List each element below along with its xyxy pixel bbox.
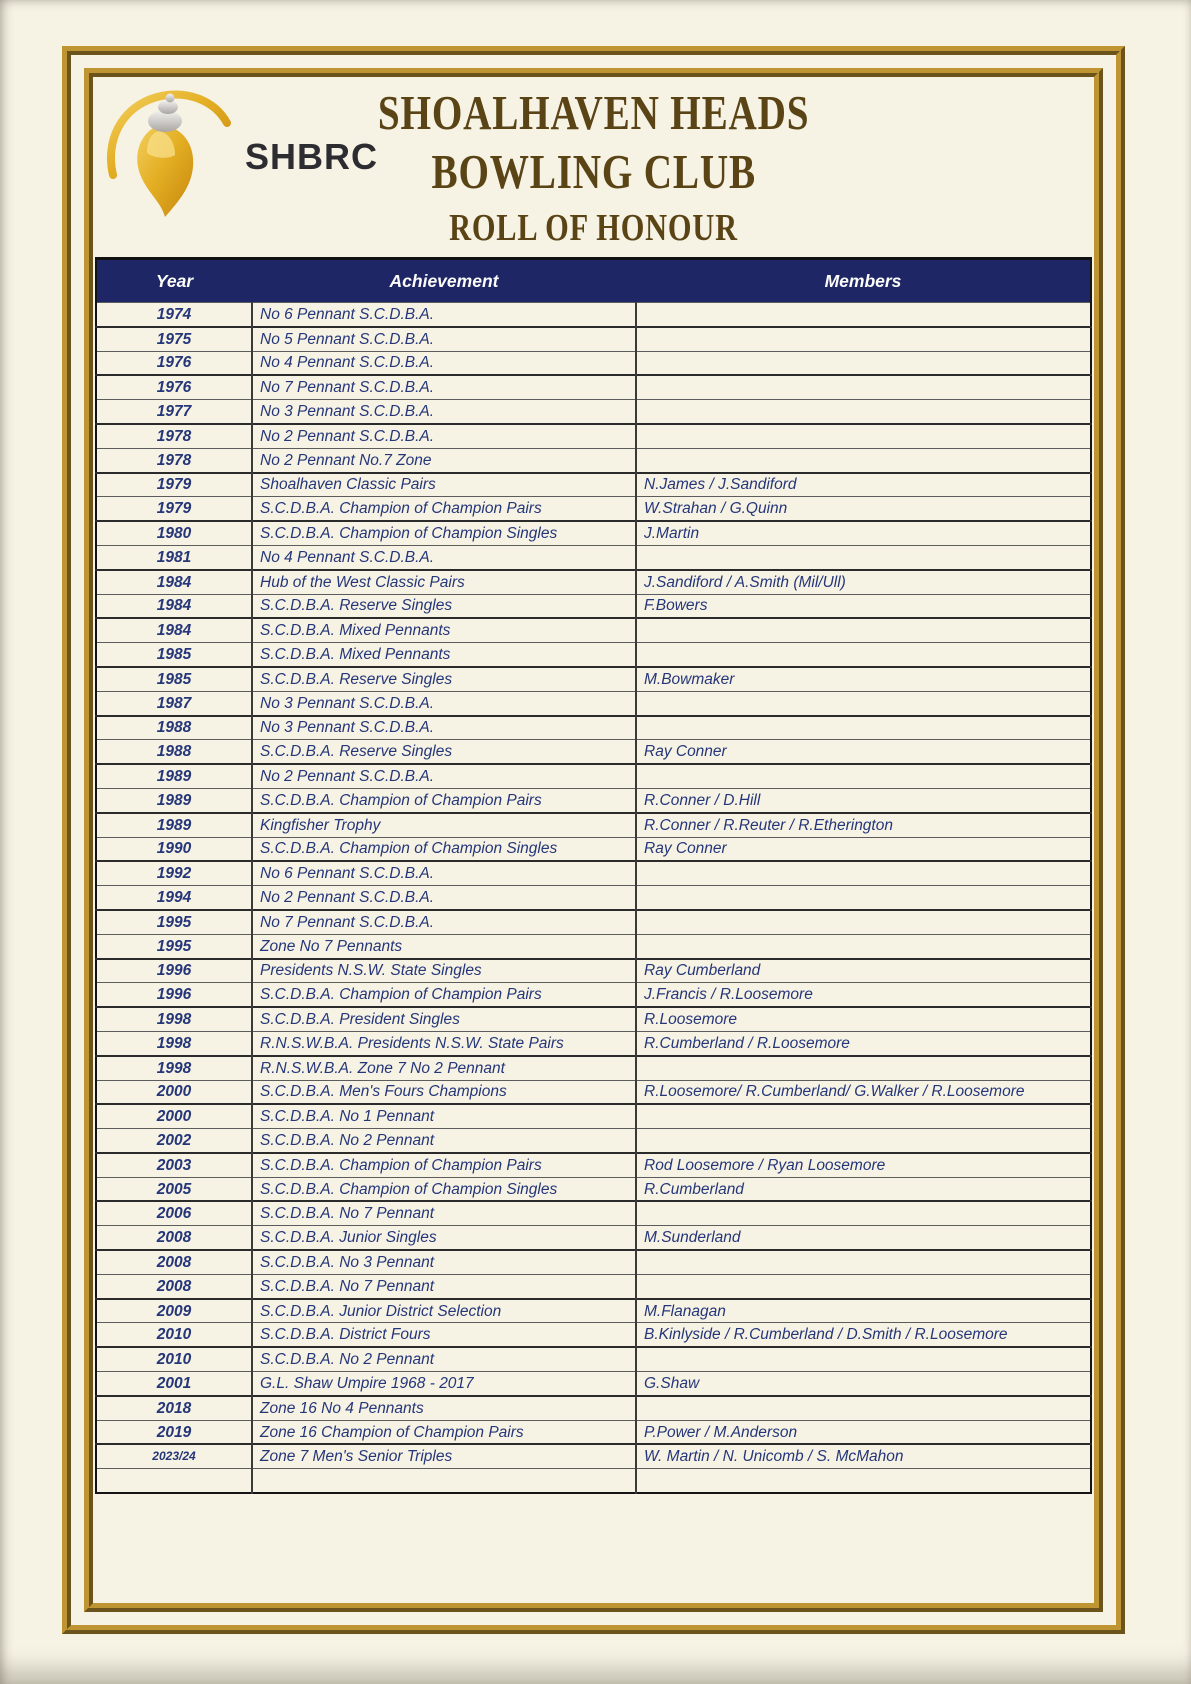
gold-frame-outer xyxy=(62,46,1125,1634)
cell-members xyxy=(636,375,1091,399)
table-row xyxy=(96,327,1091,351)
cell-year xyxy=(96,1469,252,1493)
cell-year: 2001 xyxy=(156,1374,192,1392)
cell-members: M.Sunderland xyxy=(636,1226,1091,1250)
cell-achievement: S.C.D.B.A. Champion of Champion Singles xyxy=(252,521,636,545)
cell-year: 2008 xyxy=(156,1253,192,1271)
table-row xyxy=(96,1080,1091,1104)
cell-achievement: No 3 Pennant S.C.D.B.A. xyxy=(252,716,636,740)
cell-year: 1998 xyxy=(156,1034,192,1052)
cell-achievement: S.C.D.B.A. Reserve Singles xyxy=(252,740,636,764)
table-row xyxy=(96,570,1091,594)
cell-members: N.James / J.Sandiford xyxy=(636,473,1091,497)
cell-members xyxy=(636,910,1091,934)
cell-achievement: S.C.D.B.A. Mixed Pennants xyxy=(252,643,636,667)
cell-achievement: No 2 Pennant No.7 Zone xyxy=(252,448,636,472)
cell-achievement: No 7 Pennant S.C.D.B.A. xyxy=(252,375,636,399)
cell-achievement: S.C.D.B.A. No 7 Pennant xyxy=(252,1274,636,1298)
cell-achievement: S.C.D.B.A. President Singles xyxy=(252,1007,636,1031)
table-row xyxy=(96,667,1091,691)
table-row xyxy=(96,1201,1091,1225)
table-row xyxy=(96,424,1091,448)
table-row xyxy=(96,813,1091,837)
cell-members xyxy=(636,303,1091,327)
cell-achievement: S.C.D.B.A. Mixed Pennants xyxy=(252,618,636,642)
cell-members: M.Flanagan xyxy=(636,1299,1091,1323)
cell-members: R.Conner / R.Reuter / R.Etherington xyxy=(636,813,1091,837)
cell-members: M.Bowmaker xyxy=(636,667,1091,691)
cell-year: 2003 xyxy=(156,1156,192,1174)
cell-members: Ray Conner xyxy=(636,740,1091,764)
column-header-members: Members xyxy=(636,259,1091,303)
cell-year: 1989 xyxy=(156,768,192,786)
cell-members: R.Conner / D.Hill xyxy=(636,788,1091,812)
table-row xyxy=(96,1031,1091,1055)
cell-members xyxy=(636,691,1091,715)
cell-members xyxy=(636,1396,1091,1420)
cell-year: 2023/24 xyxy=(152,1449,196,1464)
cell-year: 1998 xyxy=(156,1011,192,1028)
cell-achievement: No 2 Pennant S.C.D.B.A. xyxy=(252,764,636,788)
table-row xyxy=(96,1323,1091,1347)
cell-year: 2005 xyxy=(156,1180,192,1198)
table-row xyxy=(96,351,1091,375)
cell-achievement: No 6 Pennant S.C.D.B.A. xyxy=(252,303,636,327)
table-row xyxy=(96,1347,1091,1371)
cell-members: J.Francis / R.Loosemore xyxy=(636,983,1091,1007)
cell-achievement: No 2 Pennant S.C.D.B.A. xyxy=(252,424,636,448)
cell-members xyxy=(636,448,1091,472)
cell-members: J.Martin xyxy=(636,521,1091,545)
cell-achievement: Zone No 7 Pennants xyxy=(252,934,636,958)
cell-members: W. Martin / N. Unicomb / S. McMahon xyxy=(636,1444,1091,1468)
cell-achievement: S.C.D.B.A. Champion of Champion Singles xyxy=(252,837,636,861)
table-row xyxy=(96,400,1091,424)
cell-year: 1978 xyxy=(156,427,192,445)
table-row xyxy=(96,716,1091,740)
cell-year: 1984 xyxy=(156,597,192,615)
table-row xyxy=(96,448,1091,472)
cell-achievement: Presidents N.S.W. State Singles xyxy=(252,959,636,983)
cell-members xyxy=(636,545,1091,569)
cell-members xyxy=(636,886,1091,910)
cell-year: 2019 xyxy=(156,1423,192,1441)
cell-achievement: Zone 16 No 4 Pennants xyxy=(252,1396,636,1420)
title-line-3: ROLL OF HONOUR xyxy=(449,207,738,249)
cell-members xyxy=(636,1056,1091,1080)
cell-year: 2008 xyxy=(156,1229,192,1247)
cell-achievement: S.C.D.B.A. Men's Fours Champions xyxy=(252,1080,636,1104)
table-row xyxy=(96,1056,1091,1080)
cell-year: 2008 xyxy=(156,1277,192,1295)
table-row xyxy=(96,934,1091,958)
cell-year: 2000 xyxy=(156,1083,192,1101)
cell-members xyxy=(636,1250,1091,1274)
table-row xyxy=(96,1299,1091,1323)
cell-year: 1995 xyxy=(156,913,192,931)
cell-year: 1994 xyxy=(156,889,192,907)
table-row xyxy=(96,691,1091,715)
cell-members: G.Shaw xyxy=(636,1372,1091,1396)
cell-members xyxy=(636,327,1091,351)
cell-year: 2018 xyxy=(156,1399,192,1417)
cell-achievement: S.C.D.B.A. No 7 Pennant xyxy=(252,1201,636,1225)
table-row xyxy=(96,1250,1091,1274)
cell-members: Ray Cumberland xyxy=(636,959,1091,983)
cell-year: 1984 xyxy=(156,573,192,591)
cell-achievement: S.C.D.B.A. No 2 Pennant xyxy=(252,1129,636,1153)
cell-achievement xyxy=(252,1469,636,1493)
table-row xyxy=(96,959,1091,983)
cell-achievement: S.C.D.B.A. Champion of Champion Pairs xyxy=(252,497,636,521)
table-row xyxy=(96,1007,1091,1031)
cell-members xyxy=(636,934,1091,958)
table-row xyxy=(96,1177,1091,1201)
table-row xyxy=(96,740,1091,764)
cell-members xyxy=(636,1104,1091,1128)
table-row xyxy=(96,1372,1091,1396)
cell-year: 2010 xyxy=(156,1326,192,1344)
cell-year: 1998 xyxy=(156,1059,192,1077)
cell-members: R.Cumberland / R.Loosemore xyxy=(636,1031,1091,1055)
cell-year: 1980 xyxy=(156,525,192,543)
cell-year: 1977 xyxy=(156,403,192,421)
title-line-1: SHOALHAVEN HEADS xyxy=(377,85,810,140)
cell-year: 1978 xyxy=(156,451,192,469)
cell-members: W.Strahan / G.Quinn xyxy=(636,497,1091,521)
cell-year: 1975 xyxy=(156,330,192,348)
cell-achievement: S.C.D.B.A. Junior Singles xyxy=(252,1226,636,1250)
cell-members: R.Cumberland xyxy=(636,1177,1091,1201)
cell-achievement: No 3 Pennant S.C.D.B.A. xyxy=(252,400,636,424)
cell-achievement: S.C.D.B.A. No 1 Pennant xyxy=(252,1104,636,1128)
cell-members xyxy=(636,861,1091,885)
document-header xyxy=(93,77,1094,257)
cell-members xyxy=(636,1201,1091,1225)
document-content xyxy=(93,77,1094,1603)
column-header-achievement: Achievement xyxy=(252,259,636,303)
cell-year: 1989 xyxy=(156,791,192,809)
table-row xyxy=(96,886,1091,910)
cell-achievement: S.C.D.B.A. Champion of Champion Pairs xyxy=(252,1153,636,1177)
cell-achievement: No 7 Pennant S.C.D.B.A. xyxy=(252,910,636,934)
cell-achievement: S.C.D.B.A. Reserve Singles xyxy=(252,594,636,618)
table-row xyxy=(96,983,1091,1007)
table-row xyxy=(96,1469,1091,1493)
cell-achievement: S.C.D.B.A. District Fours xyxy=(252,1323,636,1347)
honour-table-header xyxy=(96,259,1091,303)
table-row xyxy=(96,910,1091,934)
cell-members xyxy=(636,1347,1091,1371)
cell-members xyxy=(636,618,1091,642)
cell-members xyxy=(636,764,1091,788)
cell-achievement: No 3 Pennant S.C.D.B.A. xyxy=(252,691,636,715)
cell-achievement: No 6 Pennant S.C.D.B.A. xyxy=(252,861,636,885)
cell-achievement: R.N.S.W.B.A. Presidents N.S.W. State Pairs xyxy=(252,1031,636,1055)
cell-year: 1989 xyxy=(156,816,192,834)
column-header-year: Year xyxy=(96,259,252,303)
table-row xyxy=(96,1226,1091,1250)
cell-year: 1995 xyxy=(156,937,192,955)
honour-table-body xyxy=(96,303,1091,1494)
cell-achievement: No 2 Pennant S.C.D.B.A. xyxy=(252,886,636,910)
table-row xyxy=(96,1153,1091,1177)
cell-members: J.Sandiford / A.Smith (Mil/Ull) xyxy=(636,570,1091,594)
cell-year: 1976 xyxy=(156,379,192,397)
cell-year: 1976 xyxy=(156,354,192,372)
cell-achievement: Shoalhaven Classic Pairs xyxy=(252,473,636,497)
cell-year: 1974 xyxy=(156,305,192,323)
cell-achievement: Hub of the West Classic Pairs xyxy=(252,570,636,594)
cell-achievement: Kingfisher Trophy xyxy=(252,813,636,837)
honour-table xyxy=(95,257,1092,1494)
cell-members: P.Power / M.Anderson xyxy=(636,1420,1091,1444)
cell-year: 1996 xyxy=(156,962,192,980)
cell-members xyxy=(636,1129,1091,1153)
table-row xyxy=(96,861,1091,885)
cell-year: 1981 xyxy=(156,548,192,566)
table-row xyxy=(96,1396,1091,1420)
cell-members xyxy=(636,716,1091,740)
cell-year: 1996 xyxy=(156,986,192,1004)
cell-year: 1979 xyxy=(156,476,192,494)
table-row xyxy=(96,643,1091,667)
cell-year: 2000 xyxy=(156,1108,192,1126)
cell-year: 1984 xyxy=(156,622,192,640)
cell-achievement: No 4 Pennant S.C.D.B.A. xyxy=(252,545,636,569)
cell-achievement: No 5 Pennant S.C.D.B.A. xyxy=(252,327,636,351)
cell-year: 2010 xyxy=(156,1351,192,1369)
cell-achievement: S.C.D.B.A. Champion of Champion Pairs xyxy=(252,788,636,812)
cell-members xyxy=(636,424,1091,448)
table-row xyxy=(96,375,1091,399)
cell-members: R.Loosemore/ R.Cumberland/ G.Walker / R.Loosemore xyxy=(636,1080,1091,1104)
cell-achievement: Zone 16 Champion of Champion Pairs xyxy=(252,1420,636,1444)
cell-members xyxy=(636,1469,1091,1493)
cell-year: 1987 xyxy=(156,694,192,712)
club-logo xyxy=(99,79,378,229)
table-row xyxy=(96,1420,1091,1444)
cell-members: R.Loosemore xyxy=(636,1007,1091,1031)
cell-members xyxy=(636,400,1091,424)
table-row xyxy=(96,1274,1091,1298)
table-row xyxy=(96,618,1091,642)
cell-members: Ray Conner xyxy=(636,837,1091,861)
logo-text: SHBRC xyxy=(245,136,379,177)
table-row xyxy=(96,594,1091,618)
shell-icon xyxy=(99,79,259,229)
cell-year: 1985 xyxy=(156,670,192,688)
table-row xyxy=(96,1129,1091,1153)
cell-achievement: S.C.D.B.A. Junior District Selection xyxy=(252,1299,636,1323)
table-row xyxy=(96,521,1091,545)
cell-achievement: R.N.S.W.B.A. Zone 7 No 2 Pennant xyxy=(252,1056,636,1080)
cell-year: 1988 xyxy=(156,719,192,737)
cell-achievement: S.C.D.B.A. Reserve Singles xyxy=(252,667,636,691)
cell-achievement: S.C.D.B.A. No 2 Pennant xyxy=(252,1347,636,1371)
cell-year: 1990 xyxy=(156,840,192,858)
cell-year: 2002 xyxy=(156,1131,192,1149)
cell-members: B.Kinlyside / R.Cumberland / D.Smith / R.Loosemore xyxy=(636,1323,1091,1347)
cell-achievement: G.L. Shaw Umpire 1968 - 2017 xyxy=(252,1372,636,1396)
gold-frame-inner xyxy=(84,68,1103,1612)
table-row xyxy=(96,303,1091,327)
cell-achievement: No 4 Pennant S.C.D.B.A. xyxy=(252,351,636,375)
table-row xyxy=(96,837,1091,861)
table-row xyxy=(96,1444,1091,1468)
cell-year: 2009 xyxy=(156,1302,192,1320)
cell-members: F.Bowers xyxy=(636,594,1091,618)
cell-achievement: S.C.D.B.A. No 3 Pennant xyxy=(252,1250,636,1274)
cell-year: 1992 xyxy=(156,865,192,883)
table-row xyxy=(96,473,1091,497)
cell-achievement: S.C.D.B.A. Champion of Champion Pairs xyxy=(252,983,636,1007)
cell-year: 1979 xyxy=(156,500,192,518)
cell-achievement: S.C.D.B.A. Champion of Champion Singles xyxy=(252,1177,636,1201)
cell-members xyxy=(636,1274,1091,1298)
table-row xyxy=(96,788,1091,812)
table-row xyxy=(96,545,1091,569)
cell-year: 1985 xyxy=(156,646,192,664)
cell-year: 1988 xyxy=(156,743,192,761)
table-row xyxy=(96,1104,1091,1128)
cell-members xyxy=(636,351,1091,375)
title-line-2: BOWLING CLUB xyxy=(431,144,756,199)
table-row xyxy=(96,764,1091,788)
cell-members xyxy=(636,643,1091,667)
table-row xyxy=(96,497,1091,521)
cell-year: 2006 xyxy=(156,1205,192,1223)
cell-achievement: Zone 7 Men's Senior Triples xyxy=(252,1444,636,1468)
cell-members: Rod Loosemore / Ryan Loosemore xyxy=(636,1153,1091,1177)
